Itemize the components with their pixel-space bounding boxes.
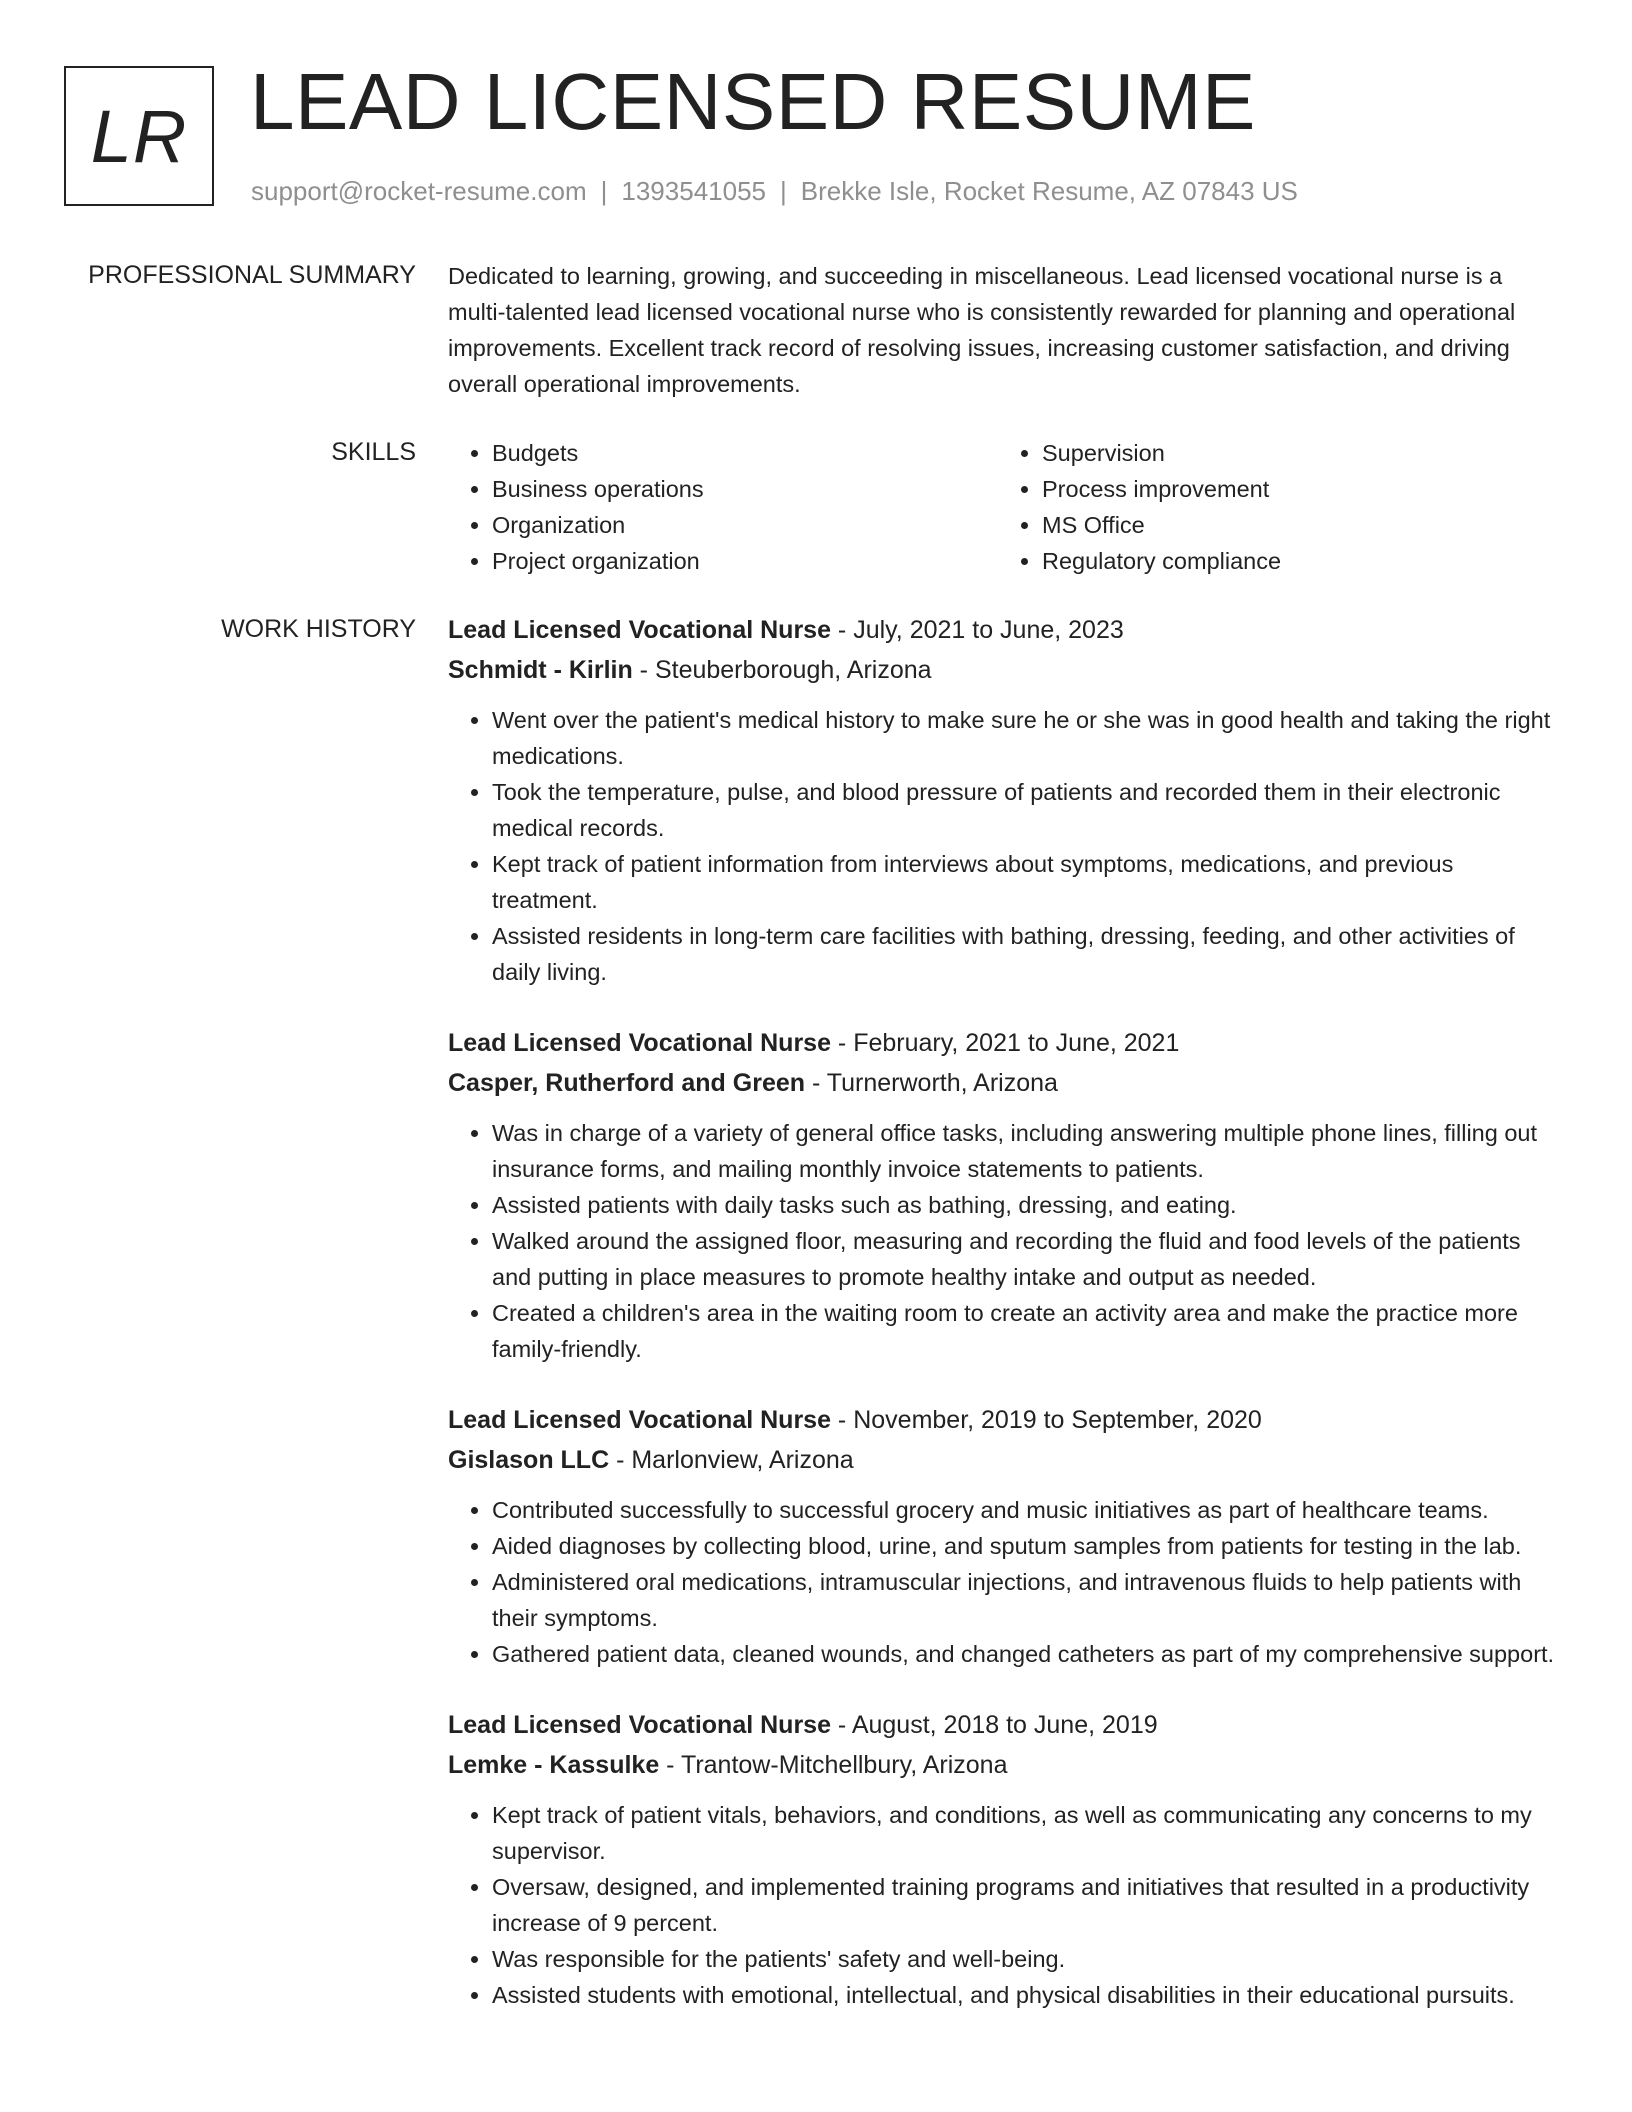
job-company-line bbox=[448, 1440, 1563, 1480]
job-bullets bbox=[448, 1115, 1563, 1367]
job-dates: - July, 2021 to June, 2023 bbox=[830, 616, 1124, 644]
skill-item: • Budgets bbox=[492, 435, 998, 471]
job-bullet: • Created a children's area in the waiting room to create an activity area and make the practice more family-friendly. bbox=[492, 1295, 1563, 1367]
skill-item: • MS Office bbox=[1042, 507, 1548, 543]
job-bullets bbox=[448, 702, 1563, 990]
job-entry bbox=[448, 1023, 1563, 1367]
summary-text: Dedicated to learning, growing, and succeeding in miscellaneous. Lead licensed vocational nurse is a multi-talented lead licensed vocational nurse who is consistently rewarded for planning and operational improvements. Excellent track record of resolving issues, increasing customer satisfaction, and driving overall operational improvements. bbox=[448, 263, 1516, 397]
job-bullet: • Was in charge of a variety of general office tasks, including answering multiple phone lines, filling out insurance forms, and mailing monthly invoice statements to patients. bbox=[492, 1115, 1563, 1187]
job-entry bbox=[448, 1400, 1563, 1672]
job-bullet: • Kept track of patient vitals, behaviors, and conditions, as well as communicating any concerns to my supervisor. bbox=[492, 1797, 1563, 1869]
job-title-line bbox=[448, 1400, 1563, 1440]
contact-separator: | bbox=[600, 176, 608, 206]
job-bullet: • Took the temperature, pulse, and blood pressure of patients and recorded them in their electronic medical records. bbox=[492, 774, 1563, 846]
skills-list bbox=[448, 435, 1563, 579]
job-title-line bbox=[448, 610, 1563, 650]
job-dates: - February, 2021 to June, 2021 bbox=[830, 1029, 1180, 1057]
job-bullets bbox=[448, 1492, 1563, 1672]
job-bullet: • Administered oral medications, intramuscular injections, and intravenous fluids to help patients with their symptoms. bbox=[492, 1564, 1563, 1636]
skill-item: • Process improvement bbox=[1042, 471, 1548, 507]
contact-separator: | bbox=[780, 176, 787, 206]
contact-phone: 1393541055 bbox=[621, 176, 766, 206]
skills-heading: SKILLS bbox=[331, 438, 416, 466]
job-bullet: • Assisted students with emotional, intellectual, and physical disabilities in their educational pursuits. bbox=[492, 1977, 1563, 2013]
contact-address: Brekke Isle, Rocket Resume, AZ 07843 US bbox=[800, 176, 1298, 206]
job-location: - Steuberborough, Arizona bbox=[632, 656, 932, 684]
job-title: Lead Licensed Vocational Nurse bbox=[448, 1711, 831, 1739]
job-location: - Turnerworth, Arizona bbox=[805, 1069, 1058, 1097]
job-company-line bbox=[448, 650, 1563, 690]
job-company-line bbox=[448, 1745, 1563, 1785]
resume-name: LEAD LICENSED RESUME bbox=[250, 57, 1256, 146]
skills-column-left bbox=[448, 435, 998, 579]
jobs-list bbox=[448, 610, 1563, 2046]
job-company: Schmidt - Kirlin bbox=[448, 656, 633, 684]
job-title-line bbox=[448, 1705, 1563, 1745]
job-title: Lead Licensed Vocational Nurse bbox=[448, 1029, 831, 1057]
job-location: - Marlonview, Arizona bbox=[609, 1446, 854, 1474]
job-bullets bbox=[448, 1797, 1563, 2013]
skill-item: • Project organization bbox=[492, 543, 998, 579]
job-company-line bbox=[448, 1063, 1563, 1103]
skill-item: • Business operations bbox=[492, 471, 998, 507]
job-bullet: • Walked around the assigned floor, measuring and recording the fluid and food levels of the patients and putting in place measures to promote healthy intake and output as needed. bbox=[492, 1223, 1563, 1295]
job-bullet: • Went over the patient's medical history to make sure he or she was in good health and taking the right medications. bbox=[492, 702, 1563, 774]
skill-item: • Supervision bbox=[1042, 435, 1548, 471]
job-entry bbox=[448, 610, 1563, 990]
job-location: - Trantow-Mitchellbury, Arizona bbox=[659, 1751, 1008, 1779]
job-bullet: • Oversaw, designed, and implemented training programs and initiatives that resulted in a productivity increase of 9 percent. bbox=[492, 1869, 1563, 1941]
job-bullet: • Aided diagnoses by collecting blood, urine, and sputum samples from patients for testing in the lab. bbox=[492, 1528, 1563, 1564]
skill-item: • Organization bbox=[492, 507, 998, 543]
contact-line bbox=[251, 174, 1298, 208]
skills-column-right bbox=[998, 435, 1548, 579]
contact-email: support@rocket-resume.com bbox=[251, 176, 587, 206]
summary-heading: PROFESSIONAL SUMMARY bbox=[88, 261, 416, 289]
job-bullet: • Assisted patients with daily tasks such as bathing, dressing, and eating. bbox=[492, 1187, 1563, 1223]
work-history-heading: WORK HISTORY bbox=[221, 615, 416, 643]
job-company: Gislason LLC bbox=[448, 1446, 610, 1474]
job-bullet: • Was responsible for the patients' safety and well-being. bbox=[492, 1941, 1563, 1977]
job-company: Lemke - Kassulke bbox=[448, 1751, 660, 1779]
job-company: Casper, Rutherford and Green bbox=[448, 1069, 806, 1097]
job-title-line bbox=[448, 1023, 1563, 1063]
job-entry bbox=[448, 1705, 1563, 2013]
job-title: Lead Licensed Vocational Nurse bbox=[448, 616, 831, 644]
job-dates: - August, 2018 to June, 2019 bbox=[830, 1711, 1158, 1739]
job-title: Lead Licensed Vocational Nurse bbox=[448, 1406, 831, 1434]
job-bullet: • Assisted residents in long-term care facilities with bathing, dressing, feeding, and other activities of daily living. bbox=[492, 918, 1563, 990]
job-bullet: • Contributed successfully to successful grocery and music initiatives as part of healthcare teams. bbox=[492, 1492, 1563, 1528]
job-dates: - November, 2019 to September, 2020 bbox=[830, 1406, 1262, 1434]
job-bullet: • Gathered patient data, cleaned wounds, and changed catheters as part of my comprehensive support. bbox=[492, 1636, 1563, 1672]
monogram-logo: LR bbox=[64, 66, 214, 206]
job-bullet: • Kept track of patient information from interviews about symptoms, medications, and previous treatment. bbox=[492, 846, 1563, 918]
skill-item: • Regulatory compliance bbox=[1042, 543, 1548, 579]
